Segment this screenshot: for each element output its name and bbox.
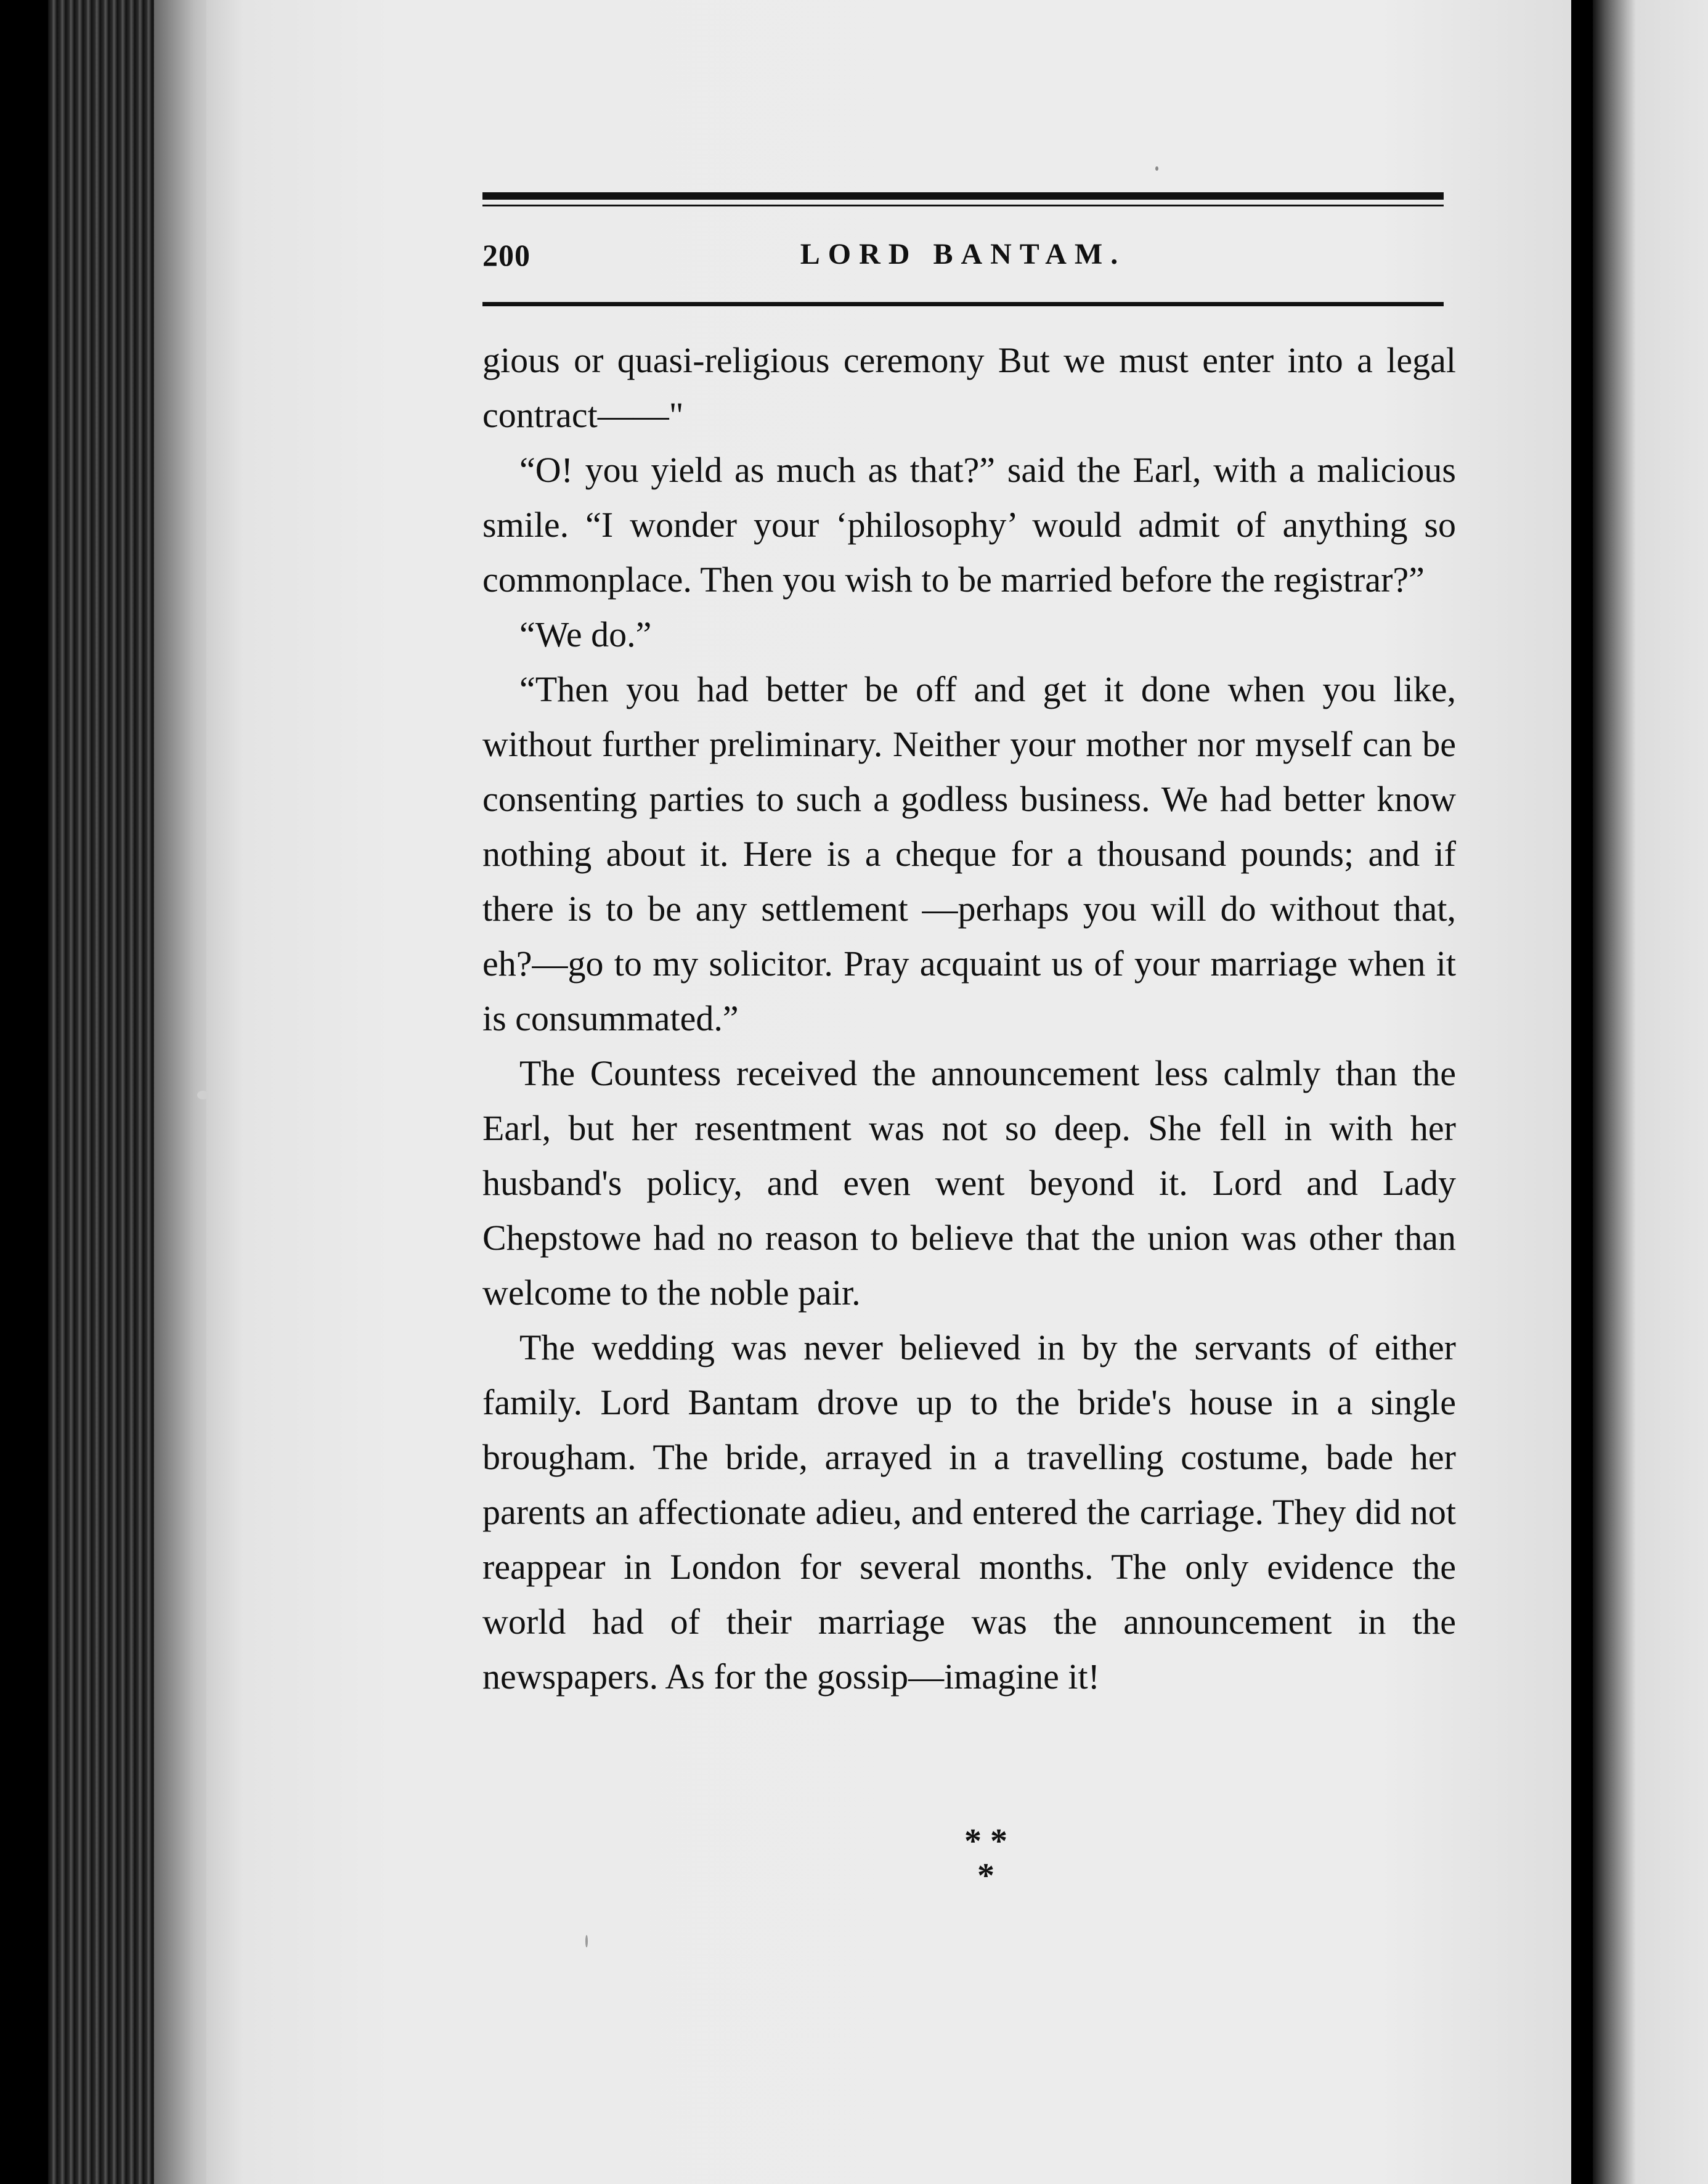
paragraph: “O! you yield as much as that?” said the Earl, with a malicious smile. “I wonder your ‘philosophy’ would admit of anything so commonplace. Then you wish to be married before the registrar?” (482, 450, 1456, 600)
paragraph: “Then you had better be off and get it done when you like, without further preliminary. Neither your mother nor myself can be consenting parties to such a godless business. We had better know nothing about it. Here is a cheque for a thousand pounds; and if there is to be any settlement —perhaps you will do without that, eh?—go to my solicitor. Pray acquaint us of your marriage when it is consummated.” (482, 669, 1456, 1038)
header-rule-top-thin (482, 205, 1444, 206)
asterism-top: * * (964, 1822, 1007, 1860)
page-number: 200 (482, 238, 531, 272)
paper-speck (197, 1091, 208, 1099)
paragraph: The Countess received the announcement less calmly than the Earl, but her resentment was not so deep. She fell in with her husband's policy, and even went beyond it. Lord and Lady Chepstowe had no reason to believe that the union was other than welcome to the noble pair. (482, 1053, 1456, 1313)
body-text (482, 333, 1456, 1704)
header-rule-top (482, 192, 1444, 200)
paragraph-continuation: gious or quasi-religious ceremony But we must enter into a legal contract——" (482, 340, 1456, 435)
asterism (924, 1824, 1047, 1898)
next-page-edge (1593, 0, 1708, 2184)
running-title: LORD BANTAM. (800, 238, 1126, 271)
asterism-bottom: * (977, 1857, 994, 1895)
paper-speck (1155, 166, 1158, 171)
paragraph: “We do.” (519, 614, 652, 654)
running-header (482, 237, 1444, 280)
paragraph: The wedding was never believed in by the servants of either family. Lord Bantam drove up to the bride's house in a single brougham. The bride, arrayed in a travelling costume, bade her parents an affectionate adieu, and entered the carriage. They did not reappear in London for several months. The only evidence the world had of their marriage was the announcement in the newspapers. As for the gossip—imagine it! (482, 1327, 1456, 1697)
header-rule-bottom (482, 302, 1444, 306)
paper-speck (585, 1935, 588, 1947)
